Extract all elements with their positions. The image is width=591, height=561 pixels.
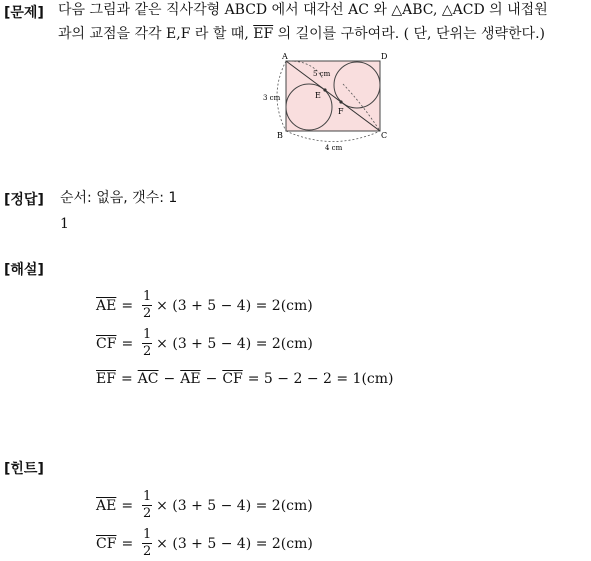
solution-label: [해설] <box>4 262 44 278</box>
label-a: A <box>282 52 288 61</box>
equation-rest: × (3 + 5 − 4) = 2(cm) <box>156 535 313 552</box>
point-f <box>339 100 342 103</box>
label-length-ac: 5 cm <box>313 70 331 78</box>
fraction-one-half <box>142 490 152 521</box>
label-length-bc: 4 cm <box>325 144 343 152</box>
label-length-ab: 3 cm <box>263 94 281 102</box>
label-f: F <box>338 107 344 116</box>
equals-sign: = <box>121 497 134 514</box>
segment-ae: $\overline{AE}$ <box>96 497 117 514</box>
equation-rest: × (3 + 5 − 4) = 2(cm) <box>156 297 313 314</box>
denominator: 2 <box>143 544 152 559</box>
problem-line-2-suffix: 의 길이를 구하여라. ( 단, 단위는 생략한다.) <box>277 26 545 42</box>
problem-label: [문제] <box>4 5 44 21</box>
answer-value: 1 <box>60 216 69 232</box>
segment-ae: $\overline{AE}$ <box>180 371 201 387</box>
equation-rest: = 5 − 2 − 2 = 1(cm) <box>247 371 394 387</box>
equals-sign: = <box>121 335 134 352</box>
solution-equation-1 <box>96 290 313 321</box>
minus-sign: − <box>205 371 218 387</box>
equation-rest: × (3 + 5 − 4) = 2(cm) <box>156 497 313 514</box>
hint-label: [힌트] <box>4 461 44 477</box>
numerator: 1 <box>143 527 152 542</box>
solution-equation-2 <box>96 328 313 359</box>
minus-sign: − <box>163 371 176 387</box>
denominator: 2 <box>142 506 152 521</box>
segment-ef: $\overline{EF}$ <box>96 371 116 387</box>
equals-sign: = <box>121 535 134 552</box>
equals-sign: = <box>120 371 133 387</box>
numerator: 1 <box>142 289 152 304</box>
label-d: D <box>381 52 388 61</box>
problem-line-1: 다음 그림과 같은 직사각형 ABCD 에서 대각선 AC 와 △ABC, △ACD 의 내접원 <box>58 2 548 18</box>
fraction-one-half <box>142 290 152 321</box>
segment-cf: $\overline{CF}$ <box>96 335 117 352</box>
answer-order-count: 순서: 없음, 갯수: 1 <box>60 190 178 206</box>
point-e <box>323 88 326 91</box>
equals-sign: = <box>121 297 134 314</box>
fraction-one-half <box>142 528 152 559</box>
hint-equation-2 <box>96 528 313 559</box>
arc-bc <box>286 131 380 142</box>
label-b: B <box>277 131 283 140</box>
numerator: 1 <box>142 489 152 504</box>
denominator: 2 <box>142 306 152 321</box>
solution-equation-3 <box>96 371 394 387</box>
segment-ac: $\overline{AC}$ <box>137 371 159 387</box>
equation-rest: × (3 + 5 − 4) = 2(cm) <box>156 335 313 352</box>
rectangle-figure <box>255 50 400 155</box>
fraction-one-half <box>142 328 152 359</box>
hint-equation-1 <box>96 490 313 521</box>
segment-ef: $\overline{EF}$ <box>253 26 274 42</box>
label-c: C <box>381 131 388 140</box>
segment-cf: $\overline{CF}$ <box>222 371 243 387</box>
problem-line-2-prefix: 과의 교점을 각각 E,F 라 할 때, <box>58 26 249 42</box>
problem-line-2 <box>58 22 545 46</box>
segment-ae: $\overline{AE}$ <box>96 297 117 314</box>
segment-cf: $\overline{CF}$ <box>96 535 117 552</box>
numerator: 1 <box>143 327 152 342</box>
label-e: E <box>315 91 321 100</box>
denominator: 2 <box>143 344 152 359</box>
answer-label: [정답] <box>4 192 44 208</box>
